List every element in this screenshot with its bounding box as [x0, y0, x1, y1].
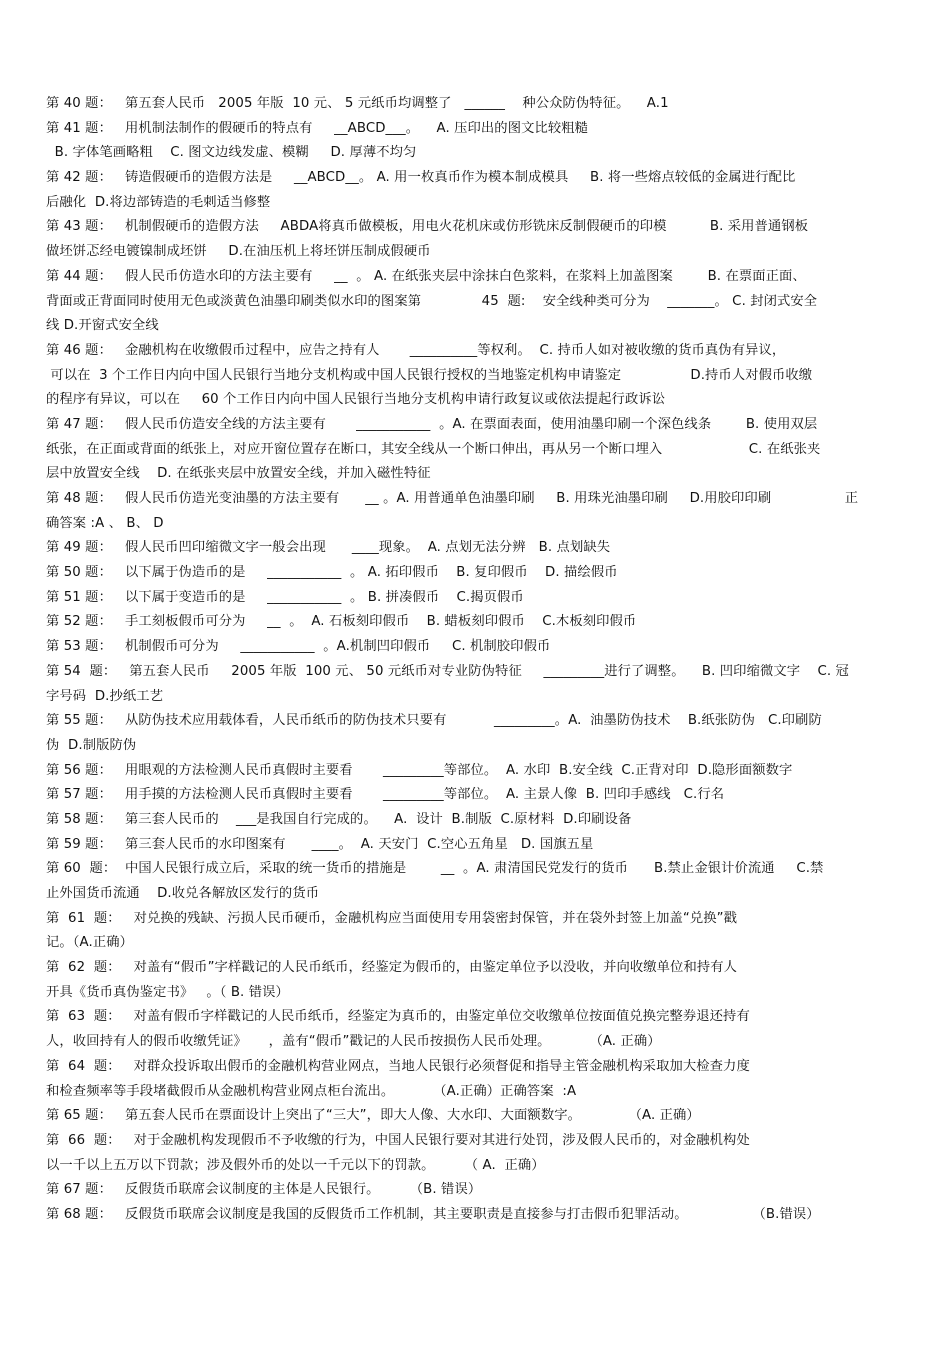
text-line: 做坯饼忑经电镀镍制成坯饼 D.在油压机上将坯饼压制成假硬币 [46, 244, 431, 260]
text-line: 第 62 题： 对盖有“假币”字样戳记的人民币纸币，经鉴定为假币的，由鉴定单位予以没收，并向收缴单位和持有人 [46, 960, 738, 976]
document-body [46, 92, 904, 1228]
text-line: 线 D.开窗式安全线 [46, 318, 159, 334]
text-line: 纸张，在正面或背面的纸张上，对应开窗位置存在断口，其安全线从一个断口伸出，再从另一个断口埋入 C. 在纸张夹 [46, 441, 821, 457]
text-line: 第 41 题： 用机制法制作的假硬币的特点有 __ABCD___。 A. 压印出的图文比较粗糙 [46, 120, 589, 136]
text-line: 第 57 题： 用手摸的方法检测人民币真假时主要看 _________等部位。 A. 主景人像 B. 凹印手感线 C.行名 [46, 787, 725, 803]
text-line: 第 67 题： 反假货币联席会议制度的主体是人民银行。 （B. 错误） [46, 1182, 482, 1198]
text-line: 第 43 题： 机制假硬币的造假方法 ABDA将真币做模板，用电火花机床或仿形铣床反制假硬币的印模 B. 采用普通钢板 [46, 219, 809, 235]
text-line: 第 58 题： 第三套人民币的 ___是我国自行完成的。 A. 设计 B.制版 C.原材料 D.印刷设备 [46, 811, 632, 827]
text-line: 第 42 题： 铸造假硬币的造假方法是 __ABCD__。 A. 用一枚真币作为模本制成模具 B. 将一些熔点较低的金属进行配比 [46, 170, 796, 186]
text-line: 记。（A.正确） [46, 935, 134, 951]
text-line: 以一千以上五万以下罚款；涉及假外币的处以一千元以下的罚款。 （ A. 正确） [46, 1157, 545, 1173]
text-line: 第 47 题： 假人民币仿造安全线的方法主要有 ___________ 。A. 在票面表面，使用油墨印刷一个深色线条 B. 使用双层 [46, 416, 818, 432]
text-line: 的程序有异议，可以在 60 个工作日内向中国人民银行当地分支机构申请行政复议或依法提起行政诉讼 [46, 392, 666, 408]
text-line: 后融化 D.将边部铸造的毛刺适当修整 [46, 194, 271, 210]
text-line: 第 59 题： 第三套人民币的水印图案有 ____。 A. 天安门 C.空心五角星 D. 国旗五星 [46, 836, 594, 852]
text-line: 第 54 题： 第五套人民币 2005 年版 100 元、 50 元纸币对专业防伪特征 _________进行了调整。 B. 凹印缩微文字 C. 冠 [46, 663, 849, 679]
text-line: 可以在 3 个工作日内向中国人民银行当地分支机构或中国人民银行授权的当地鉴定机构申请鉴定 D.持币人对假币收缴 [46, 367, 813, 383]
text-line: 第 66 题： 对于金融机构发现假币不予收缴的行为，中国人民银行要对其进行处罚，涉及假人民币的，对金融机构处 [46, 1132, 750, 1148]
text-line: 和检查频率等手段堵截假币从金融机构营业网点柜台流出。 （A.正确）正确答案 :A [46, 1083, 577, 1099]
text-line: 第 60 题： 中国人民银行成立后，采取的统一货币的措施是 __ 。A. 肃清国民党发行的货币 B.禁止金银计价流通 C.禁 [46, 861, 824, 877]
text-line: 第 65 题： 第五套人民币在票面设计上突出了“三大”，即大人像、大水印、大面额数字。 （A. 正确） [46, 1108, 700, 1124]
text-line: 第 46 题： 金融机构在收缴假币过程中，应告之持有人 __________等权利。 C. 持币人如对被收缴的货币真伪有异议， [46, 342, 786, 358]
text-line: 开具《货币真伪鉴定书》 。（ B. 错误） [46, 984, 289, 1000]
text-line: 第 68 题： 反假货币联席会议制度是我国的反假货币工作机制，其主要职责是直接参与打击假币犯罪活动。 （B.错误） [46, 1206, 820, 1222]
text-line: 第 56 题： 用眼观的方法检测人民币真假时主要看 _________等部位。 A. 水印 B.安全线 C.正背对印 D.隐形面额数字 [46, 762, 793, 778]
text-line: 第 44 题： 假人民币仿造水印的方法主要有 __ 。 A. 在纸张夹层中涂抹白色浆料，在浆料上加盖图案 B. 在票面正面、 [46, 268, 806, 284]
text-line: 第 51 题： 以下属于变造币的是 ___________ 。 B. 拼凑假币 C.揭页假币 [46, 589, 524, 605]
text-line: 第 64 题： 对群众投诉取出假币的金融机构营业网点，当地人民银行必须督促和指导主管金融机构采取加大检查力度 [46, 1058, 750, 1074]
text-line: 第 52 题： 手工刻板假币可分为 __ 。 A. 石板刻印假币 B. 蜡板刻印假币 C.木板刻印假币 [46, 614, 637, 630]
text-line: 层中放置安全线 D. 在纸张夹层中放置安全线，并加入磁性特征 [46, 466, 431, 482]
text-line: 第 48 题： 假人民币仿造光变油墨的方法主要有 __ 。A. 用普通单色油墨印刷 B. 用珠光油墨印刷 D.用胶印印刷 正 [46, 491, 859, 506]
text-line: 第 53 题： 机制假币可分为 ___________ 。A.机制凹印假币 C. 机制胶印假币 [46, 639, 551, 655]
text-line: B. 字体笔画略粗 C. 图文边线发虚、模糊 D. 厚薄不均匀 [46, 145, 417, 161]
text-line: 第 49 题： 假人民币凹印缩微文字一般会出现 ____现象。 A. 点划无法分辨 B. 点划缺失 [46, 540, 611, 556]
text-line: 背面或正背面同时使用无色或淡黄色油墨印刷类似水印的图案第 45 题: 安全线种类可分为 _______。 C. 封闭式安全 [46, 293, 818, 309]
text-line: 第 50 题： 以下属于伪造币的是 ___________ 。 A. 拓印假币 B. 复印假币 D. 描绘假币 [46, 565, 618, 581]
text-line: 第 55 题： 从防伪技术应用载体看，人民币纸币的防伪技术只要有 _________。A. 油墨防伪技术 B.纸张防伪 C.印刷防 [46, 713, 822, 729]
text-line: 第 61 题： 对兑换的残缺、污损人民币硬币，金融机构应当面使用专用袋密封保管，并在袋外封签上加盖“兑换”戳 [46, 910, 738, 926]
text-line: 确答案 :A 、 B、 D [46, 515, 164, 531]
text-line: 第 40 题： 第五套人民币 2005 年版 10 元、 5 元纸币均调整了 ______ 种公众防伪特征。 A.1 [46, 96, 669, 111]
text-line: 第 63 题： 对盖有假币字样戳记的人民币纸币，经鉴定为真币的，由鉴定单位交收缴单位按面值兑换完整券退还持有 [46, 1009, 750, 1025]
text-line: 字号码 D.抄纸工艺 [46, 688, 164, 704]
text-line: 止外国货币流通 D.收兑各解放区发行的货币 [46, 886, 320, 901]
text-line: 伪 D.制版防伪 [46, 737, 137, 753]
text-line: 人，收回持有人的假币收缴凭证》 ，盖有“假币”戳记的人民币按损伤人民币处理。 （A. 正确） [46, 1034, 661, 1050]
